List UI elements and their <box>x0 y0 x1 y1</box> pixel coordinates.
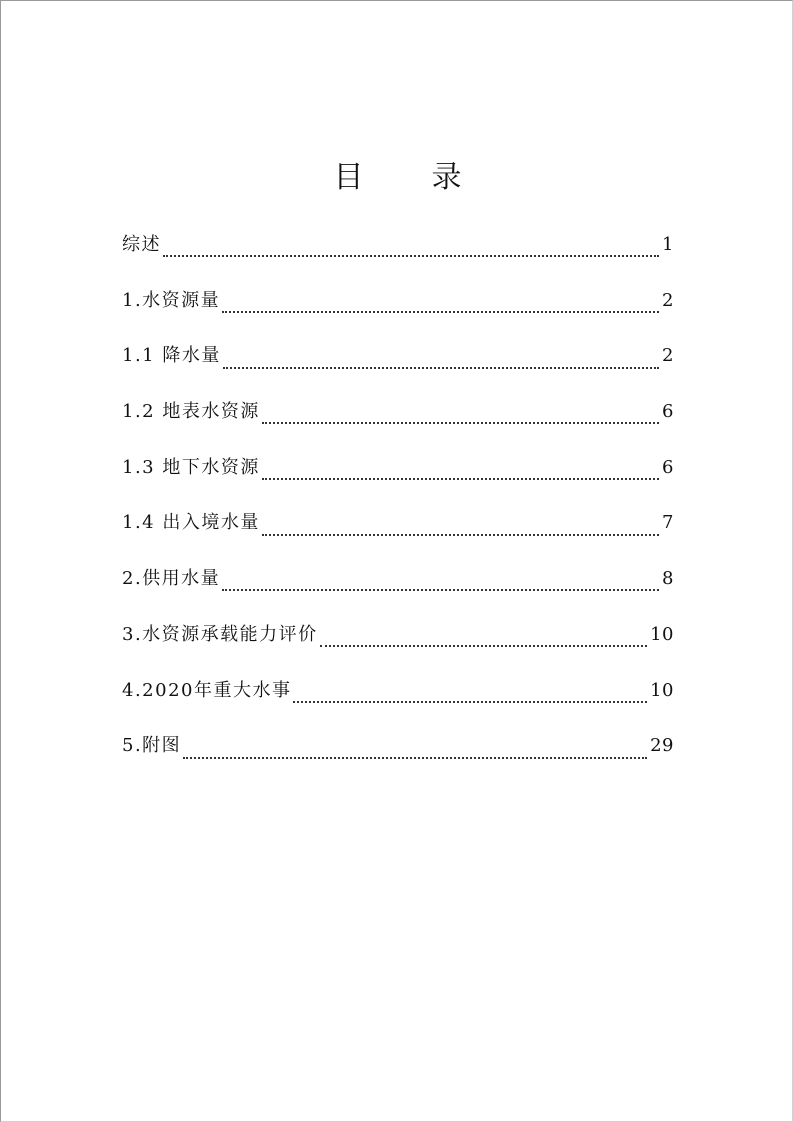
toc-entry-precipitation[interactable] <box>122 341 674 397</box>
toc-entry-water-supply-use[interactable] <box>122 564 674 620</box>
toc-entry-label: 5.附图 <box>122 735 182 757</box>
toc-entry-label: 综述 <box>122 234 161 255</box>
toc-entry-page: 2 <box>662 345 674 367</box>
dot-leader <box>183 757 647 759</box>
dot-leader <box>262 478 659 480</box>
toc-entry-appendix-figures[interactable] <box>122 731 674 787</box>
toc-entry-label: 1.1 降水量 <box>122 345 221 367</box>
toc-entry-label: 1.2 地表水资源 <box>122 401 260 423</box>
dot-leader <box>163 255 659 257</box>
toc-title: 目录 <box>333 160 530 195</box>
toc-entry-label: 1.3 地下水资源 <box>122 456 260 478</box>
toc-entry-label: 4.2020年重大水事 <box>122 679 292 701</box>
toc-list <box>122 230 674 787</box>
toc-entry-page: 2 <box>662 289 674 311</box>
toc-entry-water-resources[interactable] <box>122 286 674 342</box>
dot-leader <box>293 701 647 703</box>
toc-entry-page: 1 <box>662 234 674 255</box>
toc-entry-groundwater[interactable] <box>122 453 674 509</box>
toc-entry-inflow-outflow[interactable] <box>122 508 674 564</box>
toc-entry-major-events[interactable] <box>122 676 674 732</box>
toc-entry-page: 10 <box>650 623 674 645</box>
toc-entry-surface-water[interactable] <box>122 397 674 453</box>
toc-entry-page: 10 <box>650 679 674 701</box>
dot-leader <box>222 311 659 313</box>
toc-entry-label: 2.供用水量 <box>122 568 221 590</box>
dot-leader <box>262 534 659 536</box>
toc-entry-overview[interactable] <box>122 230 674 286</box>
dot-leader <box>320 645 647 647</box>
toc-entry-label: 3.水资源承载能力评价 <box>122 623 318 645</box>
toc-entry-page: 6 <box>662 456 674 478</box>
toc-entry-label: 1.4 出入境水量 <box>122 512 260 534</box>
dot-leader <box>262 422 659 424</box>
toc-entry-page: 6 <box>662 401 674 423</box>
toc-entry-page: 7 <box>662 512 674 534</box>
toc-entry-page: 8 <box>662 568 674 590</box>
dot-leader <box>222 589 659 591</box>
dot-leader <box>223 367 659 369</box>
toc-entry-page: 29 <box>650 735 674 757</box>
toc-entry-carrying-capacity[interactable] <box>122 620 674 676</box>
toc-entry-label: 1.水资源量 <box>122 289 221 311</box>
